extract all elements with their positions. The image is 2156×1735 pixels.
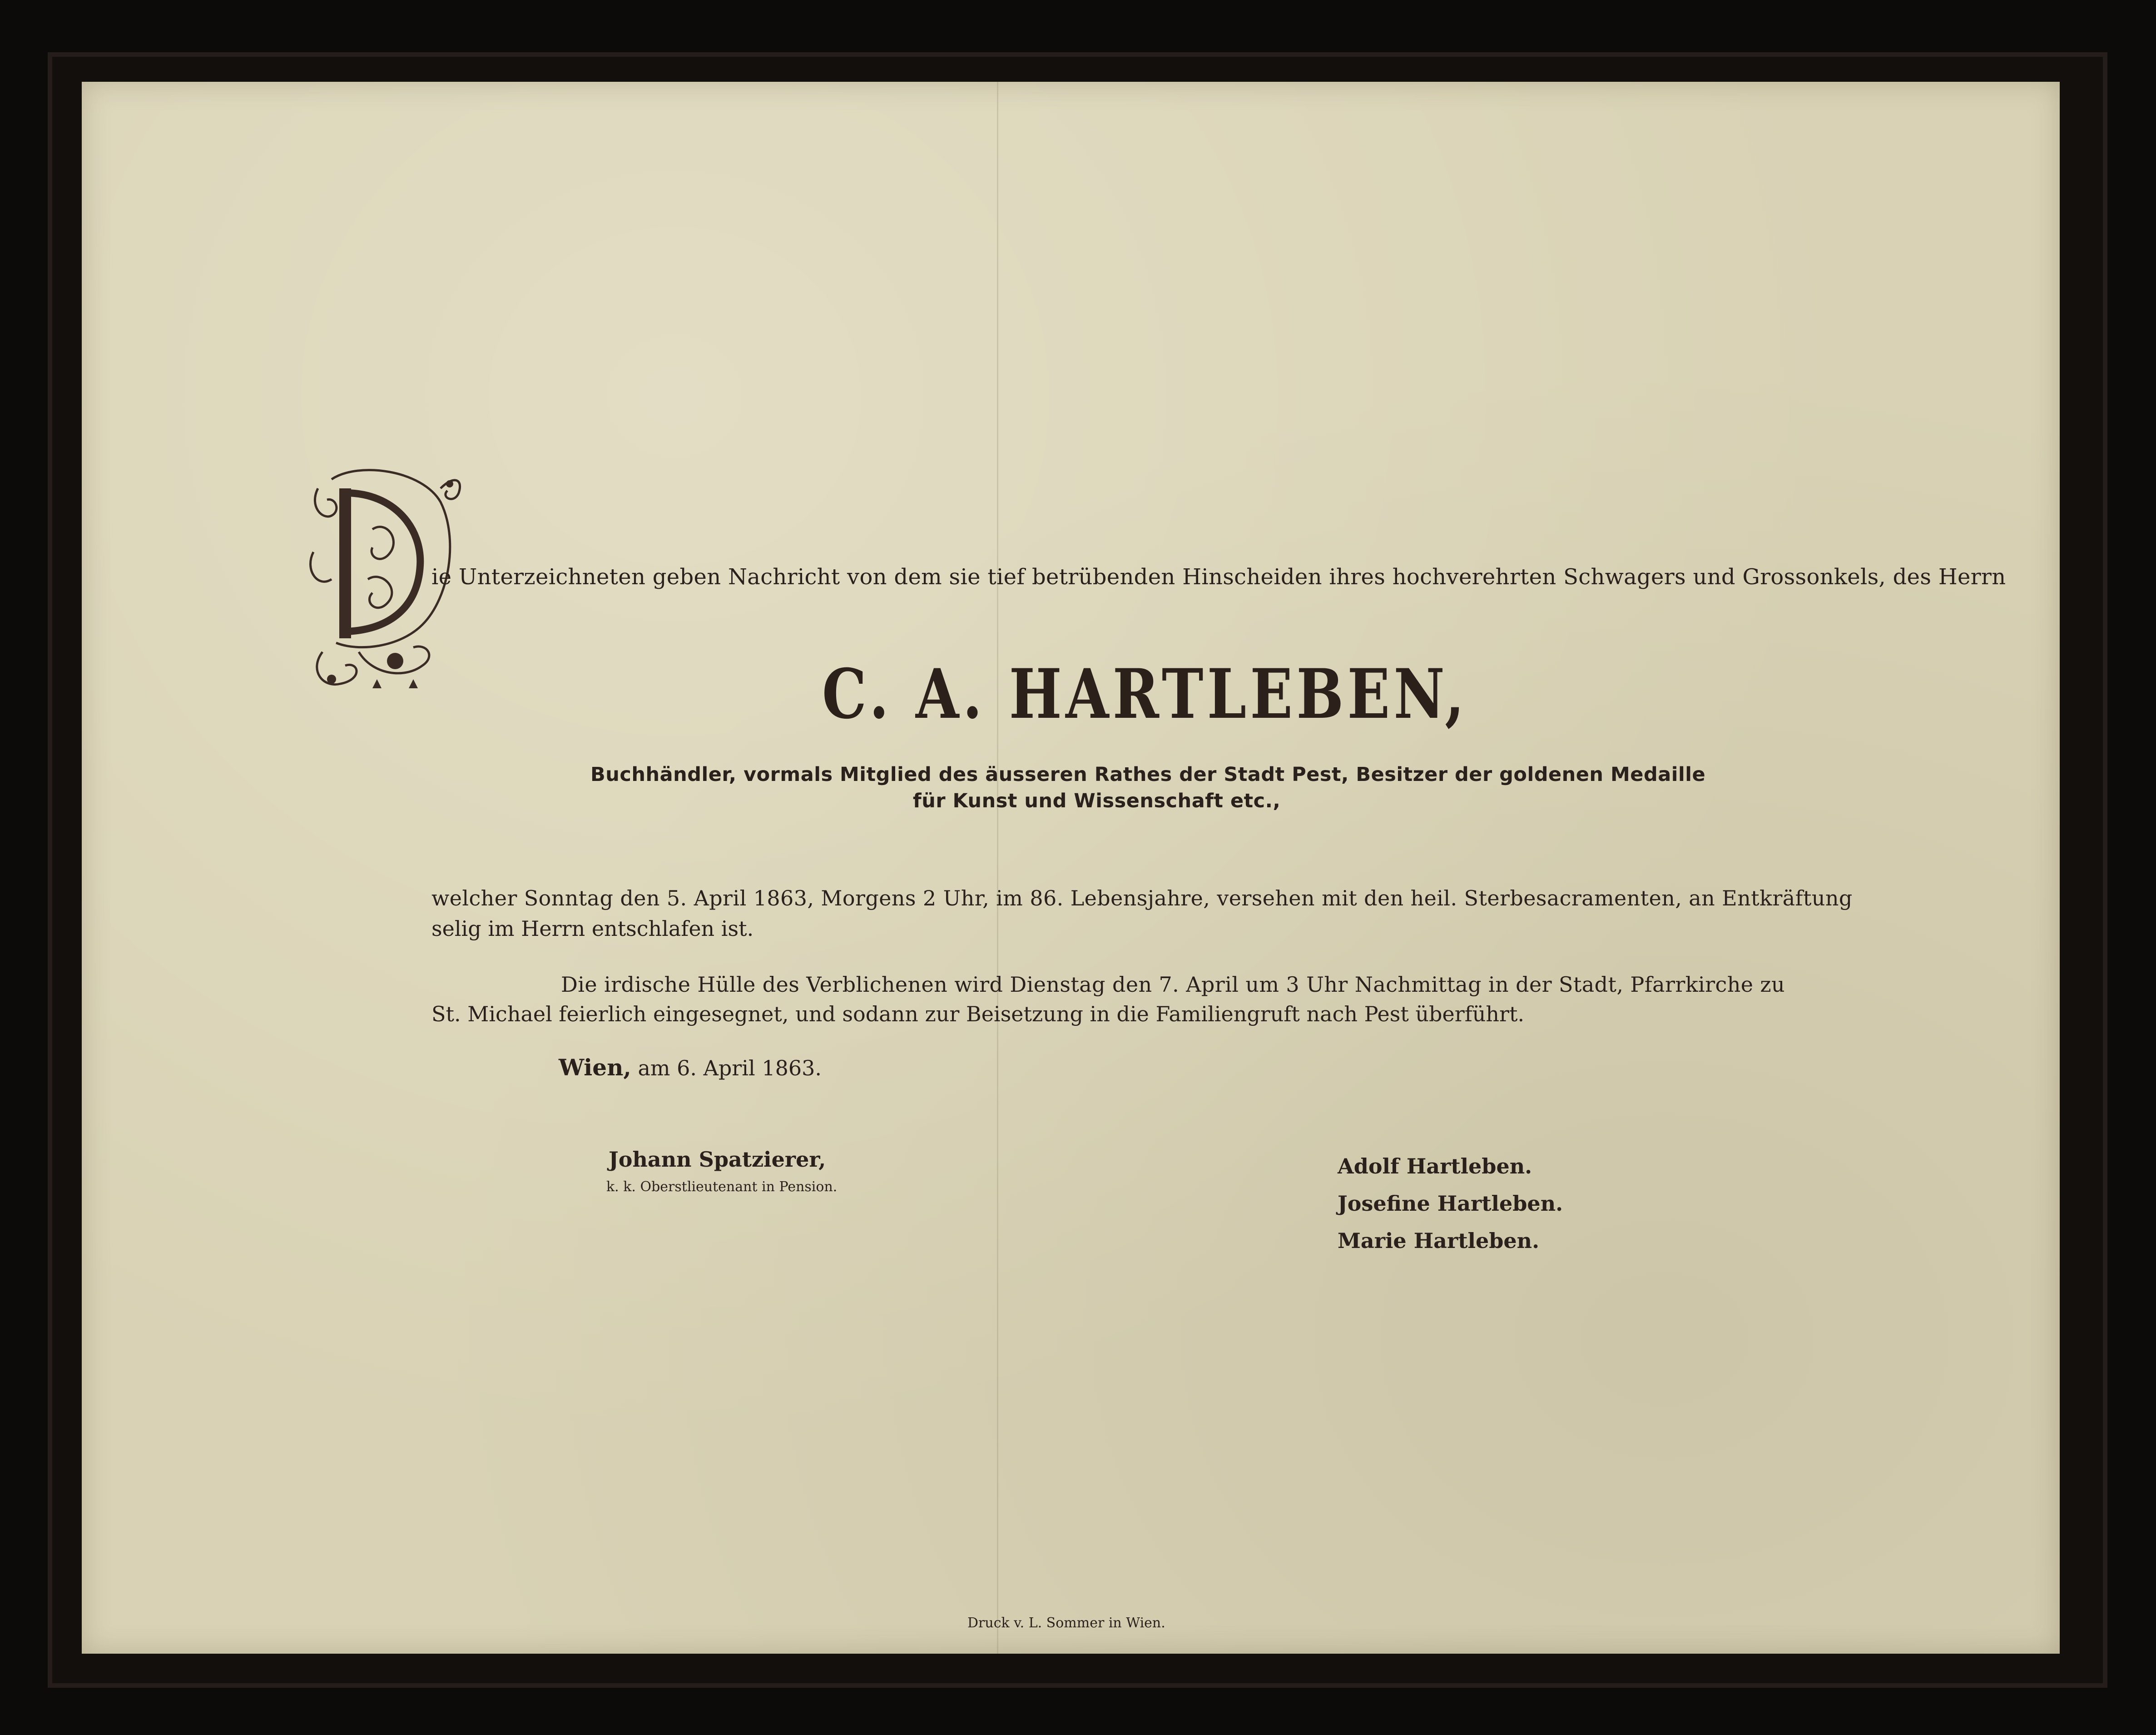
place-date: [559, 1054, 822, 1081]
paragraph2-line2: St. Michael feierlich eingesegnet, und sodann zur Beisetzung in die Familiengruft nach Pest überführt.: [431, 1002, 1525, 1026]
deceased-title-line2: für Kunst und Wissenschaft etc.,: [913, 790, 1281, 812]
notice-paper: [82, 82, 2060, 1654]
paragraph1-line2: selig im Herrn entschlafen ist.: [431, 916, 754, 941]
printer-note: Druck v. L. Sommer in Wien.: [967, 1615, 1165, 1631]
paragraph2-line1: Die irdische Hülle des Verblichenen wird Dienstag den 7. April um 3 Uhr Nachmittag in der Stadt, Pfarrkirche zu: [561, 972, 1785, 997]
deceased-name: C. A. HARTLEBEN,: [822, 654, 1468, 734]
signatory-right: Marie Hartleben.: [1338, 1228, 1540, 1253]
deceased-title-line1: Buchhändler, vormals Mitglied des äusseren Rathes der Stadt Pest, Besitzer der goldenen Medaille: [590, 763, 1706, 786]
signatory-right: Adolf Hartleben.: [1338, 1154, 1532, 1178]
intro-text: ie Unterzeichneten geben Nachricht von dem sie tief betrübenden Hinscheiden ihres hochverehrten Schwagers und Grossonkels, des Herrn: [431, 564, 2006, 590]
paragraph1-line1: welcher Sonntag den 5. April 1863, Morgens 2 Uhr, im 86. Lebensjahre, versehen mit den heil. Sterbesacramenten, an Entkräftung: [431, 886, 1853, 910]
signatory-left-name: Johann Spatzierer,: [609, 1147, 826, 1172]
paper-fold: [997, 82, 998, 1654]
place: Wien,: [559, 1054, 631, 1081]
signatory-left-title: k. k. Oberstlieutenant in Pension.: [606, 1179, 838, 1195]
date: am 6. April 1863.: [638, 1056, 822, 1080]
signatory-right: Josefine Hartleben.: [1338, 1191, 1563, 1216]
